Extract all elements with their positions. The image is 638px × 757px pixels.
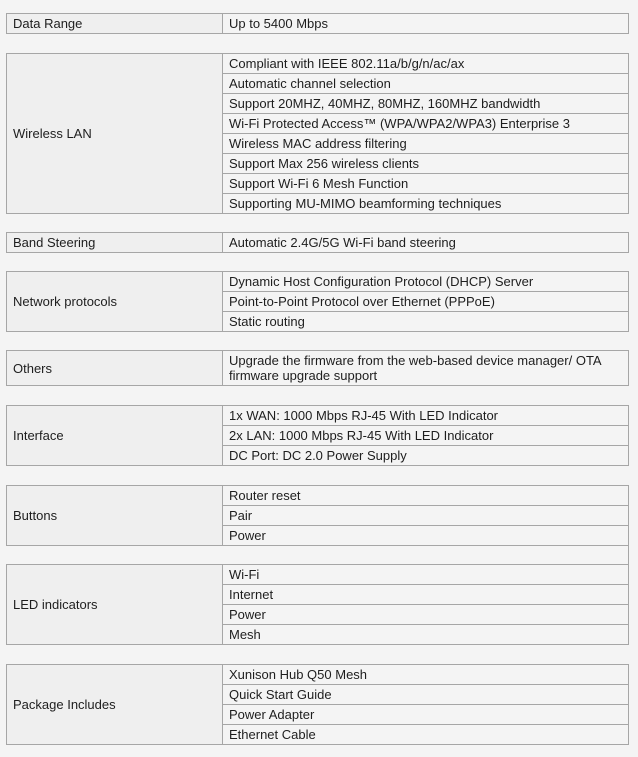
table-row [7,665,629,685]
table-row [7,565,629,585]
spec-value: DC Port: DC 2.0 Power Supply [223,446,629,466]
spec-table-package-includes [6,664,629,745]
spec-label: Interface [7,406,223,466]
spec-value: Point-to-Point Protocol over Ethernet (PPPoE) [223,292,629,312]
spec-value: Compliant with IEEE 802.11a/b/g/n/ac/ax [223,54,629,74]
spec-value: Up to 5400 Mbps [223,14,629,34]
table-row [7,233,629,253]
spec-value: Power [223,605,629,625]
spec-label: Band Steering [7,233,223,253]
spec-value: Wireless MAC address filtering [223,134,629,154]
spec-table-band-steering [6,232,629,253]
spec-value: 1x WAN: 1000 Mbps RJ-45 With LED Indicator [223,406,629,426]
spec-value: Support 20MHZ, 40MHZ, 80MHZ, 160MHZ bandwidth [223,94,629,114]
spec-table-network-protocols [6,271,629,332]
spec-table-buttons [6,485,629,546]
spec-value: Support Wi-Fi 6 Mesh Function [223,174,629,194]
spec-value: Upgrade the firmware from the web-based device manager/ OTA firmware upgrade support [223,351,629,386]
spec-table-led-indicators [6,564,629,645]
spec-table-others [6,350,629,386]
spec-label: LED indicators [7,565,223,645]
table-row [7,54,629,74]
spec-value: Static routing [223,312,629,332]
spec-value: Ethernet Cable [223,725,629,745]
spec-label: Others [7,351,223,386]
spec-table-wireless-lan [6,53,629,214]
spec-value: Mesh [223,625,629,645]
table-row [7,351,629,386]
spec-value: Wi-Fi Protected Access™ (WPA/WPA2/WPA3) Enterprise 3 [223,114,629,134]
spec-table-interface [6,405,629,466]
spec-label: Data Range [7,14,223,34]
table-row [7,406,629,426]
spec-value: Quick Start Guide [223,685,629,705]
spec-value: Support Max 256 wireless clients [223,154,629,174]
spec-value: Xunison Hub Q50 Mesh [223,665,629,685]
spacer-row [6,545,629,564]
table-row [7,272,629,292]
table-row [7,14,629,34]
spec-value: Internet [223,585,629,605]
spec-table-data-range [6,13,629,34]
spec-value: Pair [223,506,629,526]
spec-label: Package Includes [7,665,223,745]
spec-value: 2x LAN: 1000 Mbps RJ-45 With LED Indicator [223,426,629,446]
spec-value: Router reset [223,486,629,506]
spec-value: Automatic 2.4G/5G Wi-Fi band steering [223,233,629,253]
spec-value: Power [223,526,629,546]
spec-value: Automatic channel selection [223,74,629,94]
spec-value: Dynamic Host Configuration Protocol (DHCP) Server [223,272,629,292]
spec-label: Wireless LAN [7,54,223,214]
spec-value: Power Adapter [223,705,629,725]
spec-label: Buttons [7,486,223,546]
table-row [7,486,629,506]
spec-value: Wi-Fi [223,565,629,585]
spec-value: Supporting MU-MIMO beamforming techniques [223,194,629,214]
spec-label: Network protocols [7,272,223,332]
